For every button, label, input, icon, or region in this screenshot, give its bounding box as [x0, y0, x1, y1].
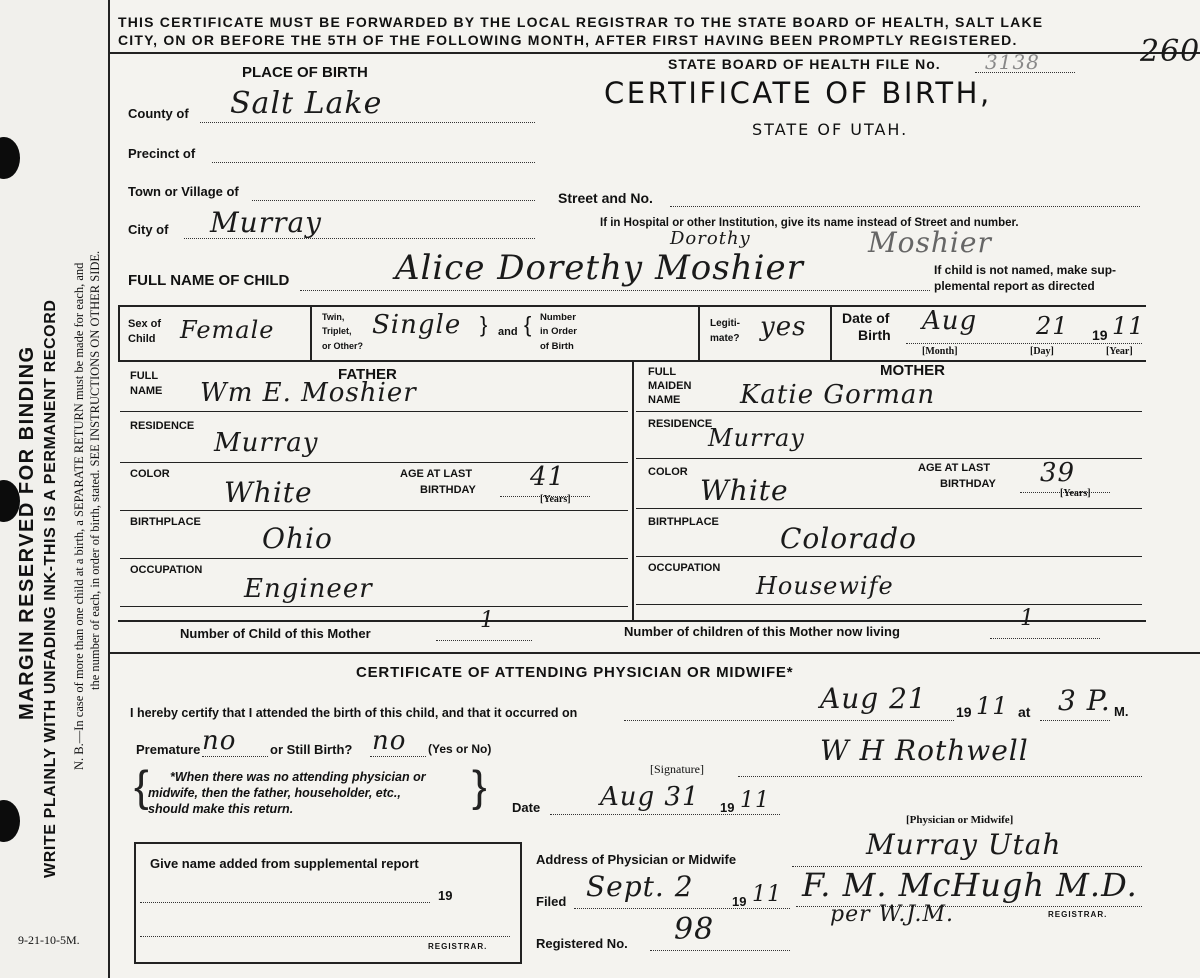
father-residence-label: RESIDENCE: [130, 420, 195, 432]
father-birthplace-label: BIRTHPLACE: [130, 516, 201, 528]
page-subtitle: STATE OF UTAH.: [752, 120, 909, 139]
date-label: Date: [512, 800, 541, 815]
dob-month: Aug: [922, 306, 978, 336]
mother-name-label-3: NAME: [648, 394, 681, 406]
registrar-signature: F. M. McHugh M.D.: [802, 866, 1138, 904]
legitimate-label: Legiti-: [710, 318, 740, 329]
certificate-year-prefix: 19: [720, 800, 735, 815]
city-label: City of: [128, 222, 169, 237]
child-count-label: Number of Child of this Mother: [180, 626, 371, 641]
legitimate-label-2: mate?: [710, 333, 740, 344]
and-label: and: [498, 326, 518, 338]
father-name-label: FULL: [130, 370, 159, 382]
father-years-caption: [Years]: [540, 494, 571, 505]
no-physician-note-line3: should make this return.: [148, 802, 294, 816]
dob-year: 11: [1112, 312, 1145, 340]
m-label: M.: [1114, 704, 1129, 719]
filed-label: Filed: [536, 894, 567, 909]
mother-heading: MOTHER: [880, 362, 945, 379]
order-label-3: of Birth: [540, 341, 574, 352]
legitimate-value: yes: [760, 312, 807, 342]
certificate-date-value: Aug 31: [600, 782, 700, 812]
physician-address-value: Murray Utah: [866, 828, 1062, 861]
premature-value: no: [202, 726, 237, 756]
father-birthplace-value: Ohio: [262, 522, 333, 555]
sex-label: Sex of: [128, 318, 162, 330]
child-name-correction: Dorothy: [670, 228, 751, 249]
sex-label-2: Child: [128, 333, 156, 345]
nb-note-line1: N. B.—In case of more than one child at a birth, a SEPARATE RETURN must be made for each, and: [72, 262, 86, 770]
mother-color-value: White: [700, 474, 789, 507]
notice-line1: THIS CERTIFICATE MUST BE FORWARDED BY THE LOCAL REGISTRAR TO THE STATE BOARD OF HEALTH, SALT LAKE: [118, 14, 1044, 30]
twin-label: Twin,: [322, 312, 345, 322]
file-no-value: 3138: [985, 50, 1040, 74]
birth-date-value: Aug 21: [820, 682, 927, 715]
child-count-value: 1: [480, 608, 495, 633]
mother-residence-value: Murray: [708, 424, 805, 452]
signature-label: [Signature]: [650, 762, 704, 776]
at-label: at: [1018, 704, 1031, 720]
nb-note-line2: the number of each, in order of birth, stated. SEE INSTRUCTIONS ON OTHER SIDE.: [88, 250, 102, 690]
no-physician-note-line1: *When there was no attending physician or: [170, 770, 426, 784]
surname-correction: Moshier: [868, 226, 992, 259]
file-no-label: STATE BOARD OF HEALTH FILE No.: [668, 56, 941, 72]
father-name-label-2: NAME: [130, 385, 163, 397]
dob-year-prefix: 19: [1092, 327, 1108, 343]
children-living-label: Number of children of this Mother now living: [624, 624, 900, 639]
corner-number: 260: [1140, 34, 1200, 69]
dob-day: 21: [1036, 312, 1069, 340]
registered-no-value: 98: [674, 912, 715, 947]
physician-role-label: [Physician or Midwife]: [906, 814, 1014, 826]
stillbirth-value: no: [372, 726, 407, 756]
children-living-value: 1: [1020, 606, 1035, 631]
binding-margin-note: MARGIN RESERVED FOR BINDING: [16, 345, 38, 720]
father-age-label-2: BIRTHDAY: [420, 484, 476, 496]
not-named-note-line2: plemental report as directed: [934, 279, 1095, 293]
filed-year-value: 11: [752, 882, 782, 907]
certificate-year-value: 11: [740, 788, 770, 813]
physician-heading: CERTIFICATE OF ATTENDING PHYSICIAN OR MIDWIFE*: [356, 664, 794, 681]
notice-line2: CITY, ON OR BEFORE THE 5TH OF THE FOLLOWING MONTH, AFTER FIRST HAVING BEEN PROMPTLY REGISTERED.: [118, 32, 1018, 48]
city-value: Murray: [210, 206, 322, 239]
certify-text: I hereby certify that I attended the birth of this child, and that it occurred on: [130, 706, 578, 720]
father-age-label: AGE AT LAST: [400, 468, 473, 480]
precinct-label: Precinct of: [128, 146, 196, 161]
binding-margin: [0, 0, 108, 978]
father-name-value: Wm E. Moshier: [200, 378, 417, 408]
birth-year-value: 11: [976, 692, 1009, 720]
twin-label-2: Triplet,: [322, 326, 352, 336]
father-age-value: 41: [530, 462, 566, 492]
mother-color-label: COLOR: [648, 466, 688, 478]
mother-occupation-label: OCCUPATION: [648, 562, 721, 574]
page-title: CERTIFICATE OF BIRTH,: [604, 76, 992, 110]
father-occupation-label: OCCUPATION: [130, 564, 203, 576]
child-name-value: Alice Dorethy Moshier: [395, 248, 804, 288]
registrar-caption: REGISTRAR.: [1048, 910, 1108, 919]
physician-signature: W H Rothwell: [820, 734, 1029, 767]
county-value: Salt Lake: [230, 86, 383, 121]
mother-birthplace-label: BIRTHPLACE: [648, 516, 719, 528]
mother-residence-label: RESIDENCE: [648, 418, 713, 430]
registrar-per-initials: per W.J.M.: [830, 902, 954, 927]
mother-name-label-2: MAIDEN: [648, 380, 692, 392]
no-physician-note-line2: midwife, then the father, householder, etc.,: [148, 786, 401, 800]
mother-name-label: FULL: [648, 366, 677, 378]
order-label-2: in Order: [540, 326, 577, 337]
father-occupation-value: Engineer: [244, 574, 373, 604]
unfading-ink-note: WRITE PLAINLY WITH UNFADING INK-THIS IS A PERMANENT RECORD: [42, 299, 59, 878]
dob-label-2: Birth: [858, 327, 891, 343]
birth-year-prefix: 19: [956, 704, 972, 720]
birth-time-value: 3 P.: [1058, 684, 1111, 717]
county-label: County of: [128, 106, 189, 121]
dob-label: Date of: [842, 310, 890, 326]
not-named-note-line1: If child is not named, make sup-: [934, 263, 1117, 277]
mother-years-caption: [Years]: [1060, 488, 1091, 499]
twin-value: Single: [372, 310, 462, 340]
supplemental-report-label: Give name added from supplemental report: [150, 856, 419, 871]
father-color-label: COLOR: [130, 468, 170, 480]
day-caption: [Day]: [1030, 346, 1054, 357]
child-name-label: FULL NAME OF CHILD: [128, 272, 290, 289]
father-heading: FATHER: [338, 366, 397, 383]
month-caption: [Month]: [922, 346, 958, 357]
mother-age-value: 39: [1040, 458, 1076, 488]
filed-year-prefix: 19: [732, 894, 747, 909]
filed-date-value: Sept. 2: [586, 870, 694, 903]
mother-occupation-value: Housewife: [756, 572, 894, 600]
street-label: Street and No.: [558, 190, 653, 206]
punch-hole: [0, 800, 20, 842]
form-code: 9-21-10-5M.: [18, 933, 80, 947]
punch-hole: [0, 137, 20, 179]
premature-label: Premature: [136, 742, 201, 757]
place-of-birth-heading: PLACE OF BIRTH: [242, 64, 368, 81]
physician-address-label: Address of Physician or Midwife: [536, 852, 737, 867]
stillbirth-label: or Still Birth?: [270, 742, 353, 757]
supplemental-year-prefix: 19: [438, 888, 453, 903]
yes-no-label: (Yes or No): [428, 742, 492, 756]
sex-value: Female: [180, 316, 275, 344]
order-label: Number: [540, 312, 576, 323]
father-residence-value: Murray: [214, 428, 319, 458]
twin-label-3: or Other?: [322, 341, 364, 351]
registered-no-label: Registered No.: [536, 936, 628, 951]
mother-name-value: Katie Gorman: [740, 380, 936, 410]
mother-age-label: AGE AT LAST: [918, 462, 991, 474]
supplemental-registrar-caption: REGISTRAR.: [428, 942, 488, 951]
year-caption: [Year]: [1106, 346, 1133, 357]
town-label: Town or Village of: [128, 184, 239, 199]
mother-age-label-2: BIRTHDAY: [940, 478, 996, 490]
mother-birthplace-value: Colorado: [780, 522, 917, 555]
father-color-value: White: [224, 476, 313, 509]
hospital-note: If in Hospital or other Institution, give its name instead of Street and number.: [600, 217, 1019, 229]
